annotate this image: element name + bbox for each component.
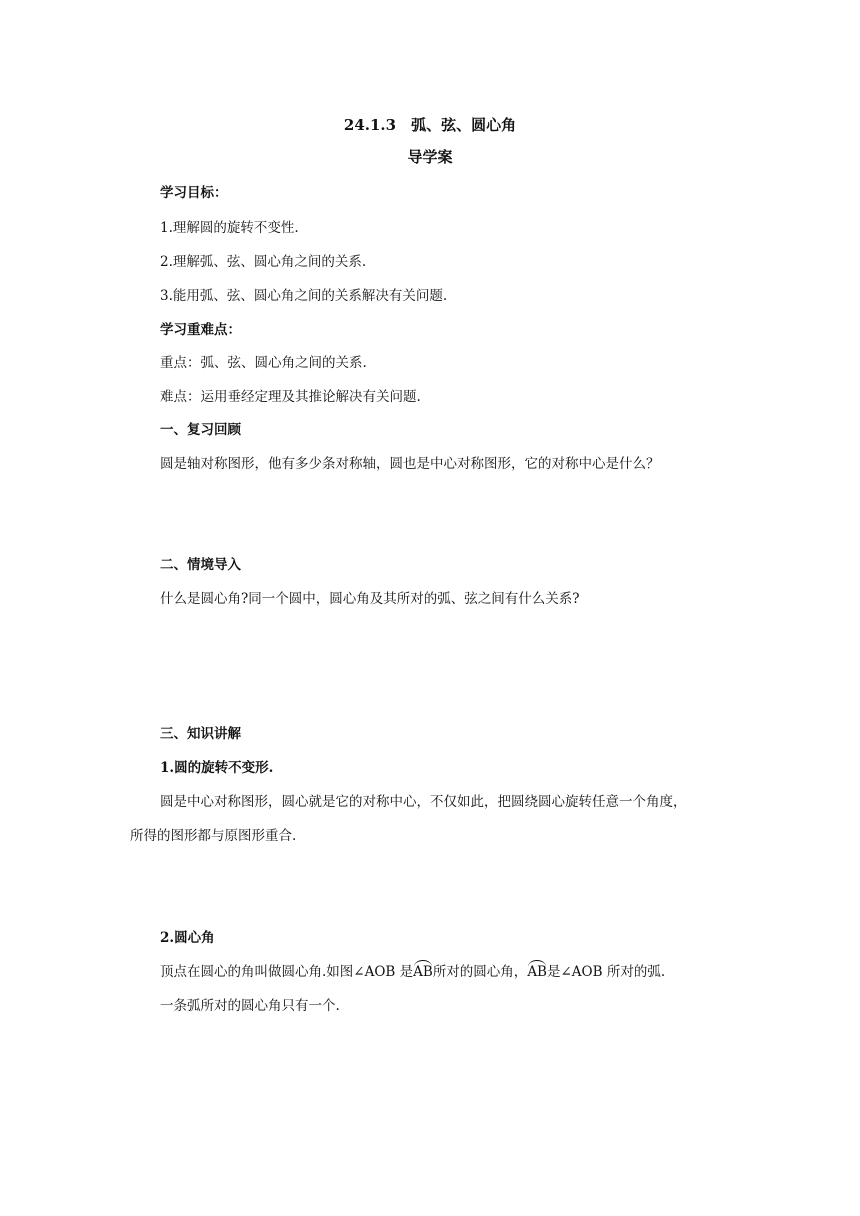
page-title: 24.1.3 弧、弦、圆心角 — [343, 116, 517, 134]
objective-item-2: 2.理解弧、弦、圆心角之间的关系. — [160, 254, 367, 270]
key-points-heading: 学习重难点： — [160, 322, 241, 338]
key-point-text: 重点：弧、弦、圆心角之间的关系. — [160, 355, 367, 371]
arc-ab-symbol: AB — [527, 964, 547, 980]
central-angle-note: 一条弧所对的圆心角只有一个. — [160, 998, 340, 1014]
difficult-point-text: 难点：运用垂经定理及其推论解决有关问题. — [160, 389, 421, 405]
section1-text: 圆是轴对称图形，他有多少条对称轴，圆也是中心对称图形，它的对称中心是什么？ — [160, 456, 660, 472]
objectives-heading: 学习目标： — [160, 185, 228, 201]
subsection2-heading: 2.圆心角 — [160, 930, 215, 946]
definition-part3: 是∠AOB 所对的弧. — [546, 964, 666, 980]
objective-item-1: 1.理解圆的旋转不变性. — [160, 220, 299, 236]
definition-part2: 所对的圆心角， — [432, 964, 528, 980]
subsection1-line1: 圆是中心对称图形，圆心就是它的对称中心，不仅如此，把圆绕圆心旋转任意一个角度， — [160, 794, 687, 810]
section1-heading: 一、复习回顾 — [160, 422, 241, 438]
subsection1-line2: 所得的图形都与原图形重合. — [130, 828, 297, 844]
page-subtitle: 导学案 — [407, 148, 453, 166]
central-angle-definition — [160, 960, 665, 980]
objective-item-3: 3.能用弧、弦、圆心角之间的关系解决有关问题. — [160, 288, 448, 304]
definition-part1: 顶点在圆心的角叫做圆心角.如图∠AOB 是 — [160, 964, 414, 980]
subsection1-heading: 1.圆的旋转不变形. — [160, 760, 274, 776]
arc-ab-symbol: AB — [413, 964, 433, 980]
section3-heading: 三、知识讲解 — [160, 726, 241, 742]
section2-text: 什么是圆心角?同一个圆中，圆心角及其所对的弧、弦之间有什么关系? — [160, 591, 580, 607]
section2-heading: 二、情境导入 — [160, 557, 241, 573]
